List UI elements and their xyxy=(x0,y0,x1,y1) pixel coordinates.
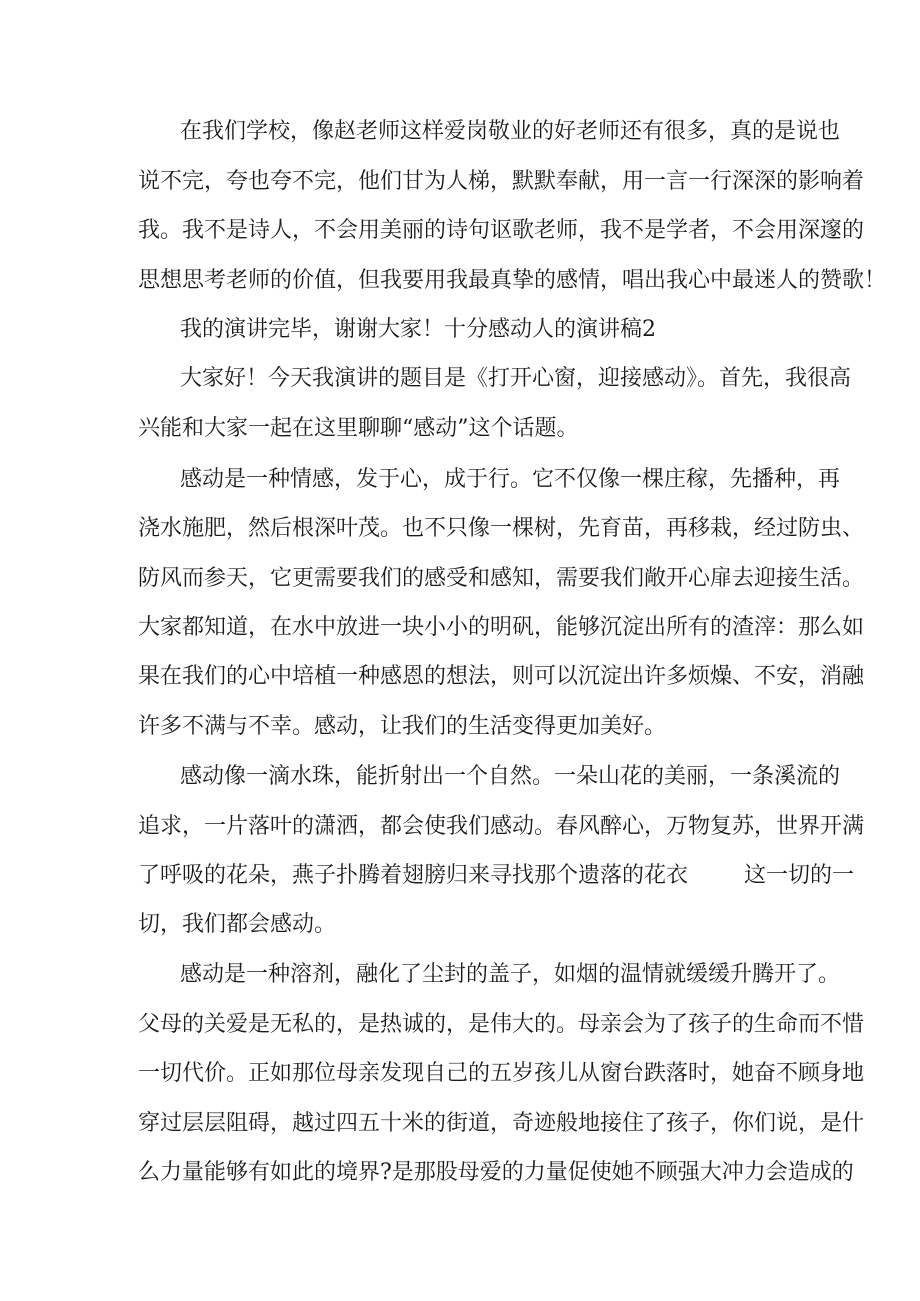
paragraph-4-line-1: 感动像一滴水珠，能折射出一个自然。一朵山花的美丽，一条溪流的 xyxy=(180,764,841,789)
closing-and-title-line: 我的演讲完毕，谢谢大家！十分感动人的演讲稿2 xyxy=(180,317,656,342)
paragraph-1-line-3: 我。我不是诗人，不会用美丽的诗句讴歌老师，我不是学者，不会用深邃的 xyxy=(138,218,865,243)
paragraph-4-line-3-tail: 这一切的一 xyxy=(744,863,855,888)
paragraph-5-line-4: 穿过层层阻碍，越过四五十米的街道，奇迹般地接住了孩子，你们说，是什 xyxy=(138,1111,865,1136)
paragraph-2-line-1: 大家好！今天我演讲的题目是《打开心窗，迎接感动》。首先，我很高 xyxy=(180,366,852,391)
paragraph-4-line-2: 追求，一片落叶的潇洒，都会使我们感动。春风醉心，万物复苏，世界开满 xyxy=(138,814,865,839)
paragraph-2-line-2: 兴能和大家一起在这里聊聊“感动”这个话题。 xyxy=(138,416,579,441)
paragraph-3-line-5: 果在我们的心中培植一种感恩的想法，则可以沉淀出许多烦燥、不安，消融 xyxy=(138,664,865,689)
paragraph-3-line-6: 许多不满与不幸。感动，让我们的生活变得更加美好。 xyxy=(138,714,667,739)
paragraph-4-line-4: 切，我们都会感动。 xyxy=(138,912,337,937)
paragraph-3-line-4: 大家都知道，在水中放进一块小小的明矾，能够沉淀出所有的渣滓：那么如 xyxy=(138,615,865,640)
paragraph-3-line-2: 浇水施肥，然后根深叶茂。也不只像一棵树，先育苗，再移栽，经过防虫、 xyxy=(138,516,865,541)
paragraph-3-line-1: 感动是一种情感，发于心，成于行。它不仅像一棵庄稼，先播种，再 xyxy=(180,467,841,492)
paragraph-3-line-3: 防风而参天，它更需要我们的感受和感知，需要我们敞开心扉去迎接生活。 xyxy=(138,566,865,591)
paragraph-5-line-1: 感动是一种溶剂，融化了尘封的盖子，如烟的温情就缓缓升腾开了。 xyxy=(180,962,841,987)
paragraph-5-line-5: 么力量能够有如此的境界?是那股母爱的力量促使她不顾强大冲力会造成的 xyxy=(138,1160,854,1185)
paragraph-5-line-2: 父母的关爱是无私的，是热诚的，是伟大的。母亲会为了孩子的生命而不惜 xyxy=(138,1012,865,1037)
paragraph-1-line-4: 思想思考老师的价值，但我要用我最真挚的感情，唱出我心中最迷人的赞歌！ xyxy=(138,268,887,293)
paragraph-4-line-3 xyxy=(138,861,855,891)
paragraph-5-line-3: 一切代价。正如那位母亲发现自己的五岁孩儿从窗台跌落时，她奋不顾身地 xyxy=(138,1061,865,1086)
paragraph-1-line-1: 在我们学校，像赵老师这样爱岗敬业的好老师还有很多，真的是说也 xyxy=(180,119,841,144)
paragraph-1-line-2: 说不完，夸也夸不完，他们甘为人梯，默默奉献，用一言一行深深的影响着 xyxy=(138,169,865,194)
paragraph-4-line-3-text: 了呼吸的花朵，燕子扑腾着翅膀归来寻找那个遗落的花衣 xyxy=(138,863,689,888)
